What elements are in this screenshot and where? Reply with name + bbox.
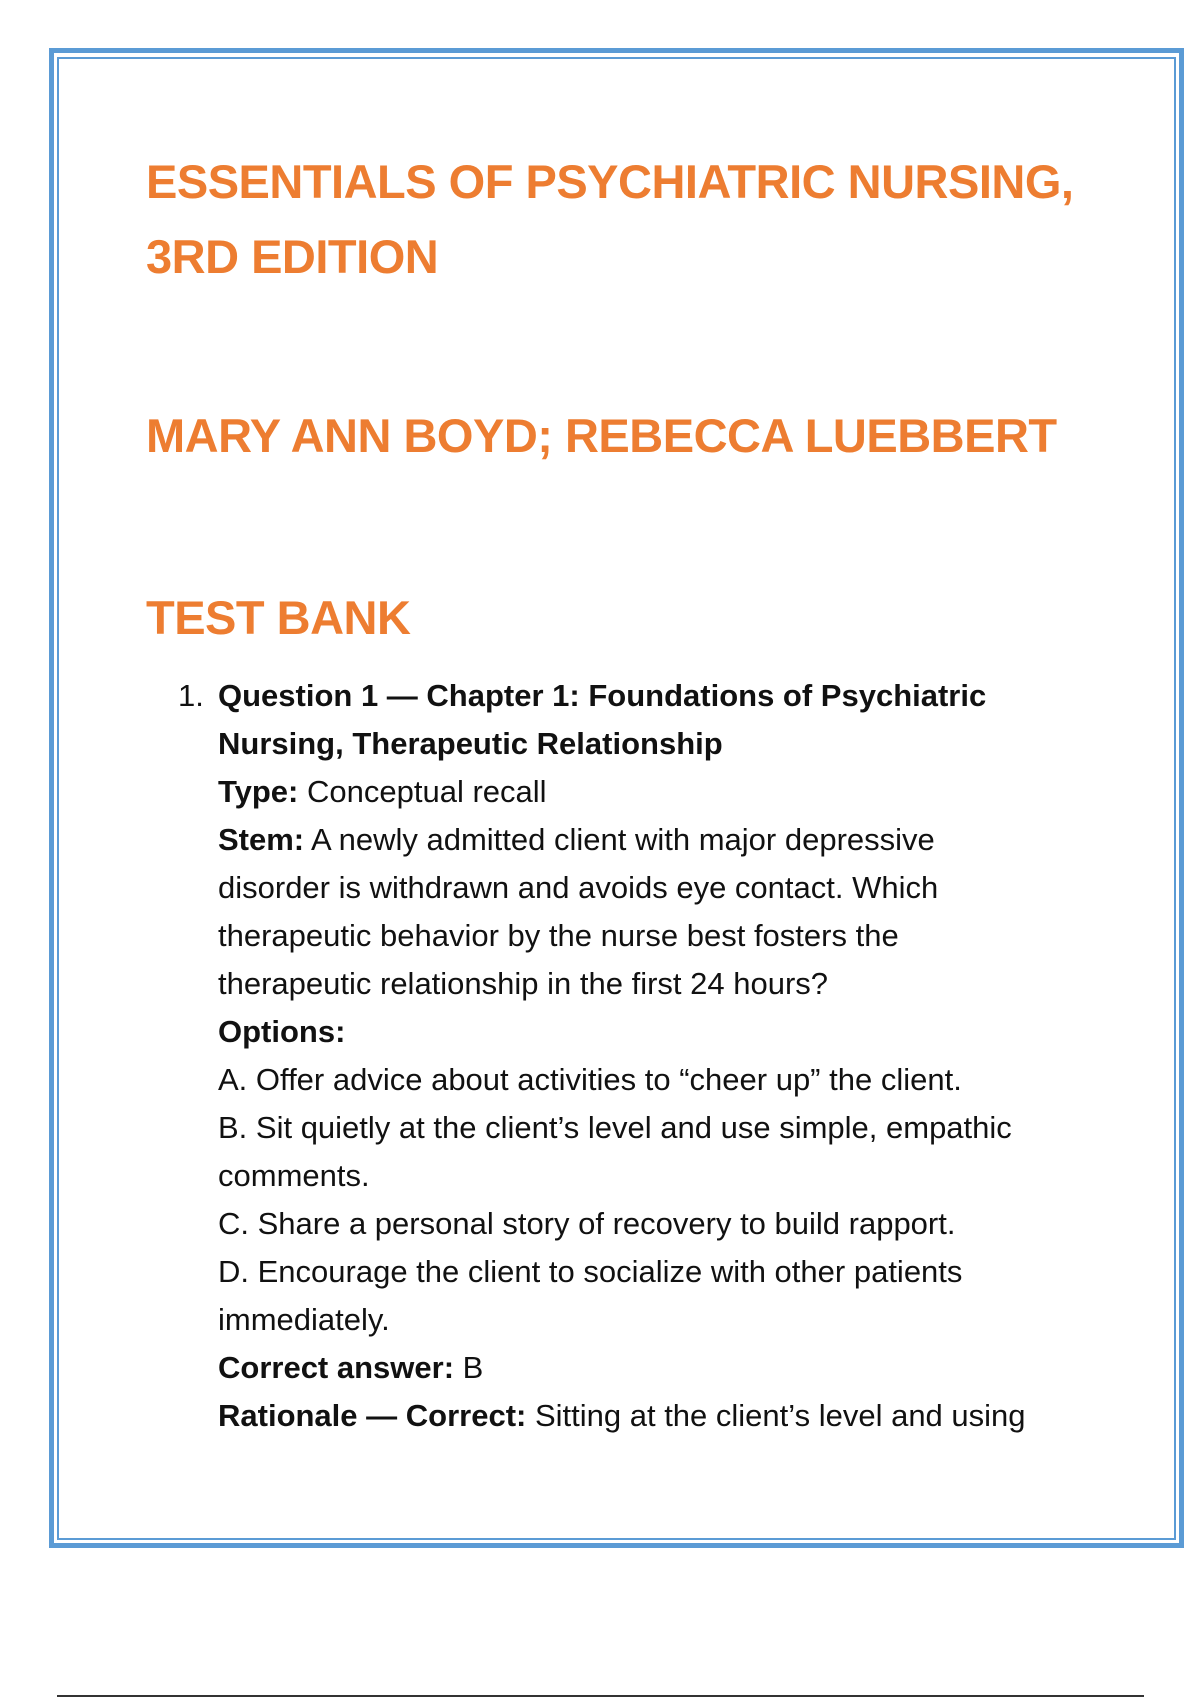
type-value: Conceptual recall <box>298 774 547 809</box>
stem-line-2: disorder is withdrawn and avoids eye contact. Which <box>218 870 939 905</box>
options-label: Options: <box>218 1014 346 1049</box>
question-heading-line-2: Nursing, Therapeutic Relationship <box>218 726 723 761</box>
option-d-line-1: D. Encourage the client to socialize with other patients <box>218 1254 963 1289</box>
rationale <box>218 1392 1118 1440</box>
option-d-line-2: immediately. <box>218 1302 390 1337</box>
stem-line-4: therapeutic relationship in the first 24 hours? <box>218 966 829 1001</box>
rationale-text: Sitting at the client’s level and using <box>526 1398 1026 1433</box>
stem-label: Stem: <box>218 822 305 857</box>
book-authors: MARY ANN BOYD; REBECCA LUEBBERT <box>146 409 1057 462</box>
rationale-label: Rationale — Correct: <box>218 1398 527 1433</box>
option-a: A. Offer advice about activities to “cheer up” the client. <box>218 1062 962 1097</box>
option-c: C. Share a personal story of recovery to build rapport. <box>218 1206 956 1241</box>
book-title-line-1: ESSENTIALS OF PSYCHIATRIC NURSING, <box>146 155 1074 208</box>
correct-answer <box>218 1344 1118 1392</box>
correct-answer-value: B <box>454 1350 484 1385</box>
question-number: 1. <box>178 678 204 713</box>
footer-divider <box>57 1695 1144 1697</box>
stem-line-1 <box>218 816 1118 864</box>
question-type <box>218 768 1118 816</box>
stem-line-3: therapeutic behavior by the nurse best fosters the <box>218 918 899 953</box>
option-b-line-2: comments. <box>218 1158 370 1193</box>
stem-text-1: A newly admitted client with major depressive <box>304 822 935 857</box>
question-heading-line-1: Question 1 — Chapter 1: Foundations of Psychiatric <box>218 678 987 713</box>
question-item <box>178 672 1118 1440</box>
type-label: Type: <box>218 774 299 809</box>
section-title: TEST BANK <box>146 591 411 644</box>
correct-answer-label: Correct answer: <box>218 1350 455 1385</box>
question-body <box>218 672 1118 1440</box>
book-title-line-2: 3RD EDITION <box>146 230 439 283</box>
option-b-line-1: B. Sit quietly at the client’s level and use simple, empathic <box>218 1110 1012 1145</box>
